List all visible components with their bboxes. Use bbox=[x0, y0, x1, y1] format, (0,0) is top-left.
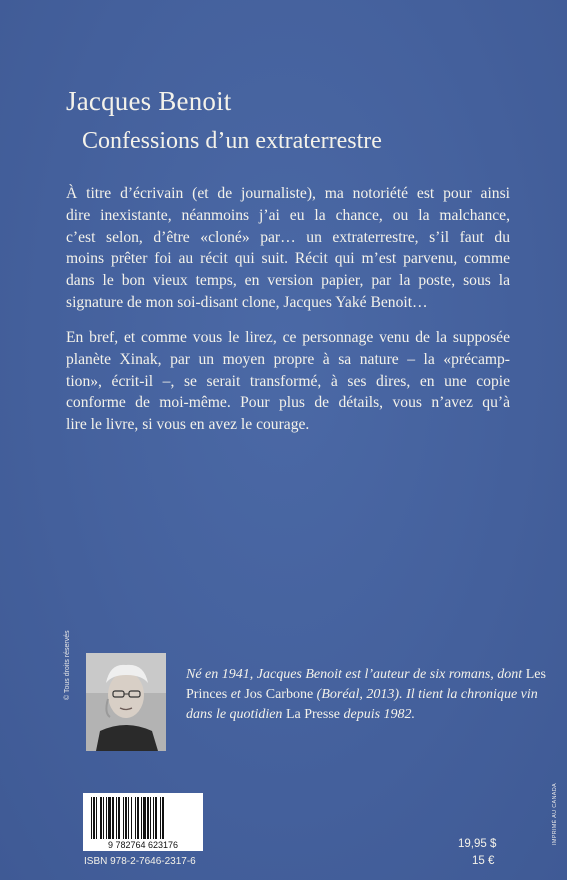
isbn: ISBN 978-2-7646-2317-6 bbox=[84, 856, 196, 867]
barcode-bar bbox=[91, 797, 92, 839]
blurb-line: moins prêter foi au récit qui suit. Récit qui m’est parvenu, comme bbox=[66, 250, 510, 268]
barcode-bar bbox=[135, 797, 136, 839]
barcode-bar bbox=[103, 797, 104, 839]
barcode-bar bbox=[150, 797, 151, 839]
price-eur: 15 € bbox=[472, 855, 495, 867]
barcode-bar bbox=[131, 797, 132, 839]
blurb-line: lire le livre, si vous en avez le courage. bbox=[66, 416, 310, 434]
bio-line bbox=[186, 665, 546, 685]
barcode-bar bbox=[137, 797, 139, 839]
book-title: Confessions d’un extraterrestre bbox=[82, 128, 382, 154]
blurb-line: dire inexistante, néanmoins j’ai eu la chance, ou la malchance, bbox=[66, 206, 510, 224]
bio-text: (Boréal, 2013). Il tient la chronique vin bbox=[313, 687, 538, 702]
newspaper-name: La Presse bbox=[285, 707, 340, 722]
price-cad: 19,95 $ bbox=[458, 838, 497, 850]
bio-line bbox=[186, 685, 538, 705]
barcode-bar bbox=[128, 797, 129, 839]
author-name: Jacques Benoit bbox=[66, 86, 232, 116]
barcode-bar bbox=[108, 797, 111, 839]
blurb-line: dans le bon vieux temps, en version papier, par la poste, sous la bbox=[66, 272, 510, 290]
blurb-line: conforme de moi-même. Pour plus de détails, vous n’avez qu’à bbox=[66, 394, 510, 412]
barcode-bar bbox=[93, 797, 95, 839]
barcode bbox=[83, 793, 203, 851]
barcode-bar bbox=[123, 797, 124, 839]
book-name: Princes bbox=[186, 687, 228, 702]
bio-text: dans le quotidien bbox=[186, 707, 286, 722]
barcode-number: 9 782764 623176 bbox=[107, 840, 179, 850]
barcode-bar bbox=[143, 797, 146, 839]
barcode-bar bbox=[141, 797, 142, 839]
blurb-line: c’est selon, d’être «cloné» par… un extraterrestre, s’il faut du bbox=[66, 228, 510, 246]
barcode-bar bbox=[153, 797, 154, 839]
barcode-bar bbox=[147, 797, 149, 839]
barcode-bar bbox=[160, 797, 161, 839]
blurb-line: signature de mon soi-disant clone, Jacques Yaké Benoit… bbox=[66, 293, 428, 311]
barcode-bar bbox=[155, 797, 157, 839]
barcode-bar bbox=[116, 797, 117, 839]
book-name: Jos Carbone bbox=[244, 687, 314, 702]
blurb-line: planète Xinak, par un moyen propre à sa nature – la «précamp- bbox=[66, 350, 510, 368]
barcode-bar bbox=[118, 797, 120, 839]
printed-in-label: IMPRIMÉ AU CANADA bbox=[552, 783, 558, 845]
book-name: Les bbox=[525, 667, 546, 682]
barcode-bar bbox=[125, 797, 127, 839]
author-photo bbox=[86, 653, 166, 751]
blurb-paragraph-1 bbox=[66, 183, 510, 314]
barcode-bar bbox=[162, 797, 164, 839]
blurb-line: tion», écrit-il –, se serait transformé, à ses dires, en une copie bbox=[66, 372, 510, 390]
blurb-line: À titre d’écrivain (et de journaliste), ma notoriété est pour ainsi bbox=[66, 185, 510, 202]
barcode-bar bbox=[112, 797, 114, 839]
photo-credit: © Tous droits réservés bbox=[64, 630, 71, 700]
bio-text: et bbox=[227, 687, 245, 702]
bio-line bbox=[186, 705, 506, 725]
barcode-bar bbox=[106, 797, 107, 839]
bio-text: Né en 1941, Jacques Benoit est l’auteur de six romans, dont bbox=[186, 667, 526, 682]
author-bio bbox=[186, 665, 546, 725]
blurb-line: En bref, et comme vous le lirez, ce personnage venu de la supposée bbox=[66, 329, 510, 346]
bio-text: depuis 1982. bbox=[339, 707, 416, 722]
barcode-bar bbox=[100, 797, 102, 839]
barcode-bar bbox=[96, 797, 97, 839]
blurb-paragraph-2 bbox=[66, 327, 510, 436]
